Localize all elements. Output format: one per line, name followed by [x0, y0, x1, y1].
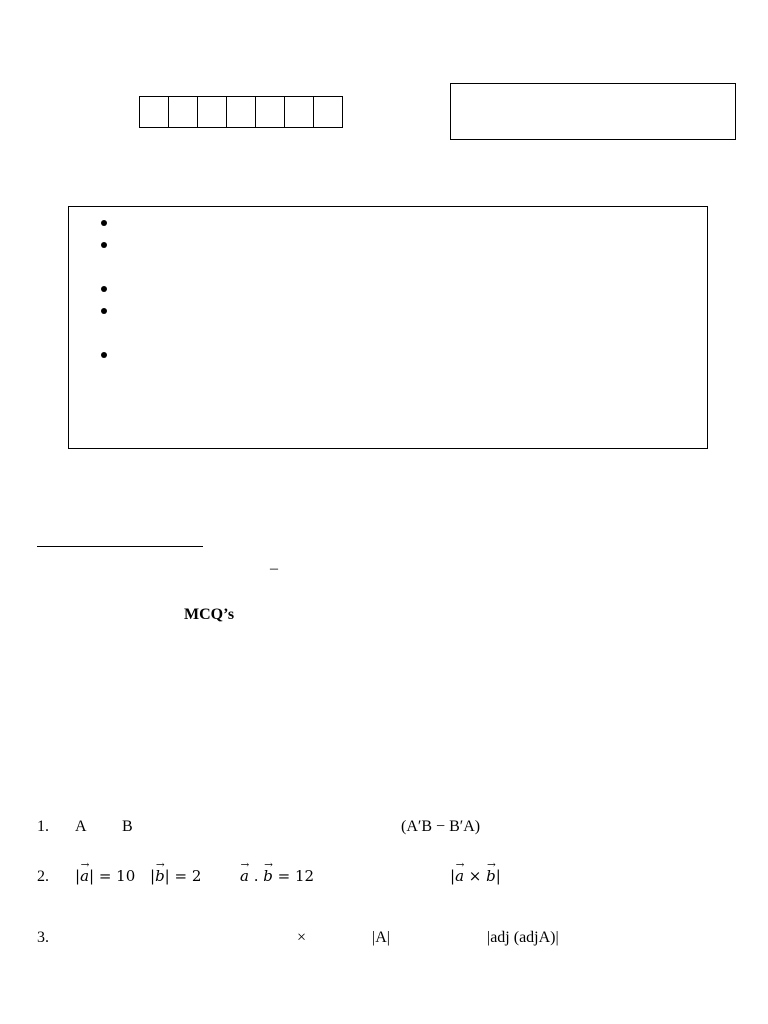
instruction-bullet [101, 220, 107, 226]
question-2-magnitude-a: |→ a| = 10 [75, 867, 135, 885]
instruction-bullet [101, 352, 107, 358]
instruction-bullet [101, 308, 107, 314]
instructions-box [68, 206, 708, 449]
section-dash: – [270, 560, 278, 577]
question-3-det-a: |A| [372, 929, 390, 946]
roll-number-box[interactable] [285, 97, 314, 127]
roll-number-boxes [139, 96, 343, 128]
question-1-expression: (A′B − B′A) [401, 818, 481, 835]
paper-code-box[interactable] [450, 83, 736, 140]
question-number: 2. [37, 868, 49, 885]
roll-number-box[interactable] [140, 97, 169, 127]
question-2-magnitude-b: |→ b| = 2 [150, 867, 201, 885]
section-underline [37, 546, 203, 547]
instruction-bullet [101, 242, 107, 248]
question-2-cross-product: |→ a × → b| [450, 867, 501, 885]
question-number: 3. [37, 929, 49, 946]
question-number: 1. [37, 818, 49, 835]
roll-number-box[interactable] [314, 97, 343, 127]
question-2-dot-product: → a . → b = 12 [240, 867, 314, 885]
instruction-bullet [101, 286, 107, 292]
question-1-matrix-b: B [122, 818, 133, 835]
roll-number-box[interactable] [256, 97, 285, 127]
mcq-heading: MCQ’s [184, 606, 235, 623]
roll-number-box[interactable] [227, 97, 256, 127]
roll-number-box[interactable] [169, 97, 198, 127]
question-3-det-adj-adj-a: |adj (adjA)| [487, 929, 559, 946]
roll-number-box[interactable] [198, 97, 227, 127]
question-3-times-sign: × [297, 929, 307, 946]
question-1-matrix-a: A [75, 818, 87, 835]
